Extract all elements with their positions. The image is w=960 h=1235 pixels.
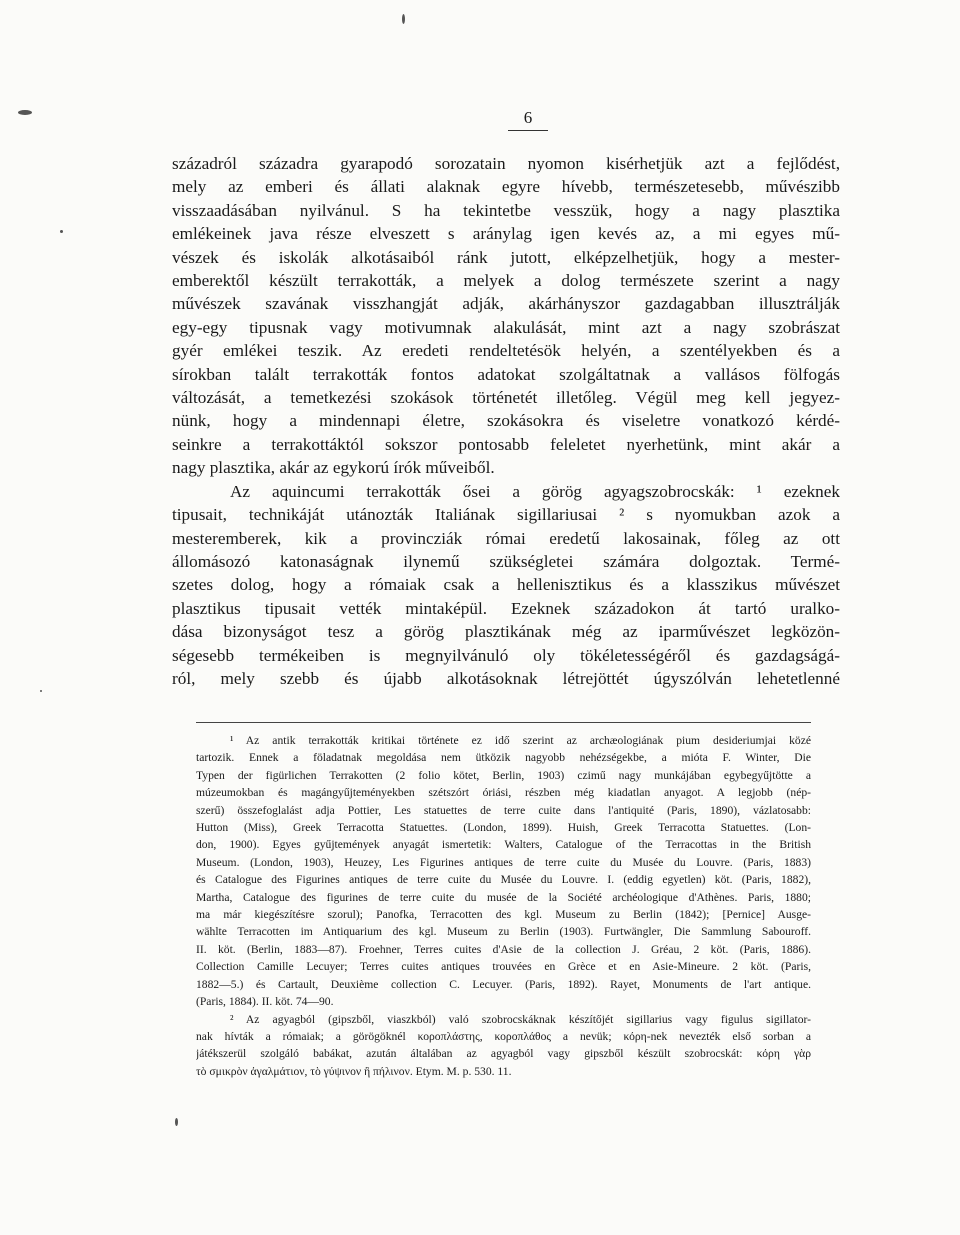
scan-speck: [175, 1118, 178, 1126]
footnotes: [196, 732, 811, 1080]
footnote-line: Hutton (Miss), Greek Terracotta Statuettes. (London, 1899). Huish, Greek Terracotta Statuettes. (Lon-: [196, 821, 811, 835]
footnote-line: 1882—5.) és Cartault, Deuxième collection C. Lecuyer. (Paris, 1892). Rayet, Monuments de l'art antique.: [196, 977, 811, 991]
body-line: Az aquincumi terrakották ősei a görög agyagszobrocskák: ¹ ezeknek: [230, 481, 840, 501]
body-line: plasztikus tipusait vették mintaképül. Ezeknek századokon át tartó uralko-: [172, 598, 840, 618]
body-line: állomásozó katonaságnak ilynemű szükségletei számára dolgoztak. Termé-: [172, 551, 840, 571]
body-line: emlékeinek java része elveszett s aránylag igen kevés az, a mi egyes mű-: [172, 224, 840, 244]
body-line: változását, a temetkezési szokások történetét illetőleg. Végül meg kell jegyez-: [172, 388, 840, 408]
scan-speck: [18, 110, 32, 115]
footnote-line: wählte Terracotten im Antiquarium des kgl. Museum zu Berlin (1903). Furtwängler, Die Sammlung Sabouroff.: [196, 925, 811, 939]
footnote-line: Typen der figürlichen Terrakotten (2 folio kötet, Berlin, 1903) czimű nagy munkájában egybegyűjtötte a: [196, 768, 811, 782]
body-line: nünk, hogy a mindennapi életre, szokásokra és viseletre vonatkozó kérdé-: [172, 411, 840, 431]
scan-speck: [40, 690, 42, 692]
footnote-line: ² Az agyagból (gipszből, viaszkból) való szobrocskáknak készítőjét sigillarius vagy figulus sigillator-: [230, 1012, 811, 1026]
body-line: tipusait, technikáját utánozták Italiának sigillariusai ² s nyomukban azok a: [172, 505, 840, 525]
body-line: vészek és iskolák alkotásaiból ránk jutott, elképzelhetjük, hogy a mester-: [172, 247, 840, 267]
footnote-line: Collection Camille Lecuyer; Terres cuites antiques trouvées en Grèce et en Asie-Mineure. 2 köt. (Paris,: [196, 960, 811, 974]
footnote-line: nak hívták a rómaiak; a görögöknél κοροπλάστης, κοροπλάθος a nevük; κόρη-nek nevezték első sorban a: [196, 1029, 811, 1043]
footnote-line: II. köt. (Berlin, 1883—87). Froehner, Terres cuites d'Asie de la collection J. Gréau, 2 köt. (Paris, 1886).: [196, 942, 811, 956]
body-line: művészek szavának visszhangját adják, akárhányszor gazdagabban illusztrálják: [172, 294, 840, 314]
footnote-line: játékszerül szolgáló babákat, azután általában az agyagból vagy gipszből készült szobrocskát: κόρη γὰρ: [196, 1047, 811, 1061]
footnote-line: τὸ σμικρὸν ἀγαλμάτιον, τὸ γύψινον ἢ πήλινον. Etym. M. p. 530. 11.: [196, 1064, 512, 1078]
footnote-line: Martha, Catalogue des figurines de terre cuite du musée de la Société archéologique d'Athènes. Paris, 1880;: [196, 890, 811, 904]
footnote-line: múzeumokban és magángyűjteményekben szétszórt óriási, részben még kiadatlan anyagot. A legjobb (nép-: [196, 786, 811, 800]
footnote-separator: [196, 722, 811, 723]
body-line: visszaadásában nyilvánul. S ha tekintetbe vesszük, hogy a nagy plasztika: [172, 200, 840, 220]
scan-speck: [402, 14, 405, 24]
body-line: seinkre a terrakottáktól sokszor pontosabb feleletet nyerhetünk, mint akár a: [172, 434, 840, 454]
body-line: mesteremberek, kik a provincziák római eredetű lakosainak, főleg az ott: [172, 528, 840, 548]
footnote-line: ¹ Az antik terrakották kritikai története ez idő szerint az archæologiának pium desideriumjai közé: [230, 734, 811, 747]
footnote-line: (Paris, 1884). II. köt. 74—90.: [196, 995, 334, 1009]
footnote-line: tartozik. Ennek a föladatnak megoldása nem ütközik nagyobb nehézségekbe, a mióta F. Winter, Die: [196, 751, 811, 765]
body-line: dása bizonyságot tesz a görög plasztikának még az iparművészet legközön-: [172, 622, 840, 642]
body-line: nagy plasztika, akár az egykorú írók műveiből.: [172, 458, 495, 478]
body-line: emberektől készült terrakották, a melyek a dolog természete szerint a nagy: [172, 271, 840, 291]
body-line: gyér emlékei teszik. Az eredeti rendeltetésök helyén, a szentélyekben és a: [172, 341, 840, 361]
body-line: egy-egy tipusnak vagy motivumnak alakulását, mint azt a nagy szobrászat: [172, 317, 840, 337]
body-line: mely az emberi és állati alaknak egyre hívebb, természetesebb, művészibb: [172, 177, 840, 197]
footnote-line: Museum. (London, 1903), Heuzey, Les Figurines antiques de terre cuite du Musée du Louvre. (Paris, 1883): [196, 855, 811, 869]
footnote-line: és Catalogue des Figurines antiques de terre cuite du Musée du Louvre. I. (eddig egyetlen) köt. (Paris, 1882),: [196, 873, 811, 887]
body-line: ségesebb termékeiben is megnyilvánuló oly tökéletességéről és gazdagságá-: [172, 645, 840, 665]
body-text: [172, 152, 840, 690]
scan-speck: [60, 230, 63, 233]
body-line: szetes dolog, hogy a rómaiak csak a hellenisztikus és a klasszikus művészet: [172, 575, 840, 595]
footnote-line: ma már kiegészítésre szorul); Panofka, Terracotten des kgl. Museum zu Berlin (1842); [Pernice] Ausge-: [196, 908, 811, 922]
body-line: sírokban talált terrakották fontos adatokat szolgáltatnak a vallásos fölfogás: [172, 364, 840, 384]
footnote-line: don, 1900). Egyes gyűjtemények anyagát ismertetik: Walters, Catalogue of the Terracottas in the British: [196, 838, 811, 852]
body-line: századról századra gyarapodó sorozatain nyomon kisérhetjük azt a fejlődést,: [172, 154, 840, 173]
footnote-line: szerű) összefoglalást adja Pottier, Les statuettes de terre cuite dans l'antiquité (Paris, 1890), vázlatosabb:: [196, 803, 811, 817]
page-number: 6: [508, 108, 548, 131]
body-line: ról, mely szebb és újabb alkotásoknak létrejöttét úgyszólván lehetetlenné: [172, 668, 840, 688]
